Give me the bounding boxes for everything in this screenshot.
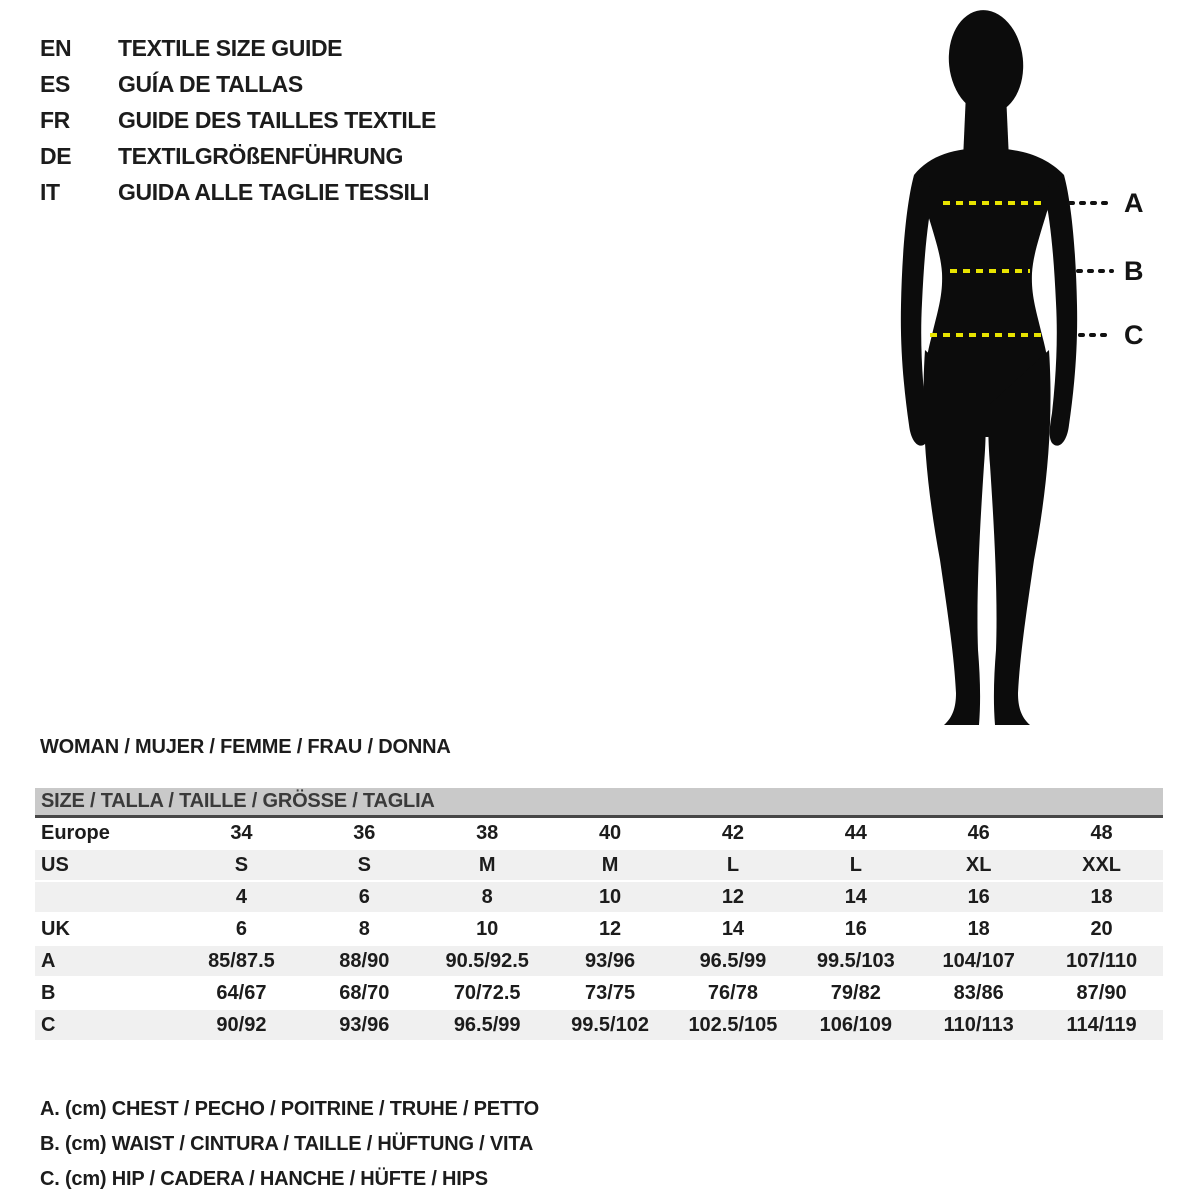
size-cell: 104/107 [942,950,1015,972]
size-cell: 90.5/92.5 [445,950,529,972]
row-label: B [41,982,56,1004]
row-label: A [41,950,56,972]
size-cell: 6 [358,886,370,908]
size-cell: 36 [353,822,376,844]
size-cell: L [726,854,740,876]
size-cell: S [234,854,249,876]
size-cell: 34 [230,822,253,844]
table-row-uk [35,914,1163,946]
waist-label: B [1124,256,1144,286]
size-cell: 99.5/103 [816,950,895,972]
left-leg-shape [923,350,985,725]
language-code: ES [40,70,70,97]
language-code: IT [40,178,60,205]
size-cell: 68/70 [339,982,390,1004]
language-code: EN [40,34,72,61]
size-cell: 6 [235,918,247,940]
measurement-figure [900,5,1152,735]
size-cell: 93/96 [339,1014,390,1036]
size-table [35,788,1163,1042]
size-cell: 14 [721,918,745,940]
size-cell: 14 [844,886,867,908]
size-cell: 83/86 [953,982,1004,1004]
size-cell: 18 [967,918,990,940]
size-cell: 93/96 [585,950,636,972]
table-row-hip-c [35,1010,1163,1042]
woman-body [901,6,1077,725]
gender-heading: WOMAN / MUJER / FEMME / FRAU / DONNA [40,736,451,758]
size-cell: 4 [235,886,247,908]
size-cell: L [849,854,862,876]
table-row-us-numbers [35,882,1163,914]
size-cell: M [601,854,619,876]
size-cell: M [478,854,496,876]
guide-title-es: GUÍA DE TALLAS [118,70,303,97]
size-cell: 12 [721,886,745,908]
size-cell: 70/72.5 [453,982,521,1004]
size-cell: 20 [1090,918,1113,940]
legend-line-waist: B. (cm) WAIST / CINTURA / TAILLE / HÜFTUNG / VITA [40,1133,534,1155]
size-cell: 64/67 [216,982,267,1004]
table-row-waist-b [35,978,1163,1010]
size-cell: XXL [1082,854,1122,876]
language-code: DE [40,142,72,169]
language-row-fr [40,102,436,138]
guide-title-it: GUIDA ALLE TAGLIE TESSILI [118,178,430,205]
measurement-labels [1124,188,1144,350]
woman-silhouette-svg [900,5,1152,735]
size-cell: 40 [598,822,622,844]
language-row-es [40,66,436,102]
size-cell: 46 [967,822,990,844]
size-cell: XL [965,854,992,876]
measurement-legend [40,1092,539,1197]
size-cell: 99.5/102 [571,1014,649,1036]
row-label [35,882,180,912]
language-list [40,30,436,210]
size-cell: 114/119 [1066,1014,1137,1036]
size-cell: 107/110 [1065,950,1138,972]
size-cell: 85/87.5 [208,950,275,972]
size-cell: 8 [358,918,370,940]
language-row-it [40,174,436,210]
size-cell: S [357,854,371,876]
language-code: FR [40,106,70,133]
size-cell: 102.5/105 [688,1014,778,1036]
guide-title-fr: GUIDE DES TAILLES TEXTILE [118,106,436,133]
right-leg-shape [988,350,1050,725]
size-cell: 10 [476,918,499,940]
legend-line-hip: C. (cm) HIP / CADERA / HANCHE / HÜFTE / HIPS [40,1168,488,1190]
size-cell: 96.5/99 [453,1014,521,1036]
row-label: C [41,1014,56,1036]
table-row-europe [35,818,1163,850]
size-cell: 96.5/99 [699,950,767,972]
size-cell: 44 [844,822,867,844]
chest-label: A [1124,188,1144,218]
size-cell: 48 [1090,822,1113,844]
size-cell: 42 [721,822,745,844]
language-row-en [40,30,436,66]
size-cell: 16 [967,886,990,908]
size-cell: 79/82 [830,982,881,1004]
row-label: Europe [41,822,110,844]
guide-title-en: TEXTILE SIZE GUIDE [118,34,343,61]
legend-line-chest: A. (cm) CHEST / PECHO / POITRINE / TRUHE / PETTO [40,1098,539,1120]
guide-title-de: TEXTILGRÖßENFÜHRUNG [118,142,403,169]
size-cell: 8 [481,886,493,908]
size-cell: 110/113 [943,1014,1014,1036]
row-label: US [41,854,69,876]
size-cell: 87/90 [1076,982,1127,1004]
row-label: UK [41,918,70,940]
size-cell: 38 [476,822,499,844]
table-row-chest-a [35,946,1163,978]
size-table-header: SIZE / TALLA / TAILLE / GRÖSSE / TAGLIA [35,788,1163,818]
size-cell: 90/92 [216,1014,267,1036]
language-row-de [40,138,436,174]
size-cell: 106/109 [819,1014,892,1036]
size-cell: 88/90 [339,950,390,972]
size-cell: 76/78 [707,982,758,1004]
table-row-us-letters [35,850,1163,882]
size-cell: 10 [598,886,622,908]
hip-label: C [1124,320,1144,350]
size-cell: 16 [844,918,867,940]
size-cell: 73/75 [585,982,636,1004]
size-cell: 18 [1090,886,1113,908]
size-cell: 12 [598,918,622,940]
